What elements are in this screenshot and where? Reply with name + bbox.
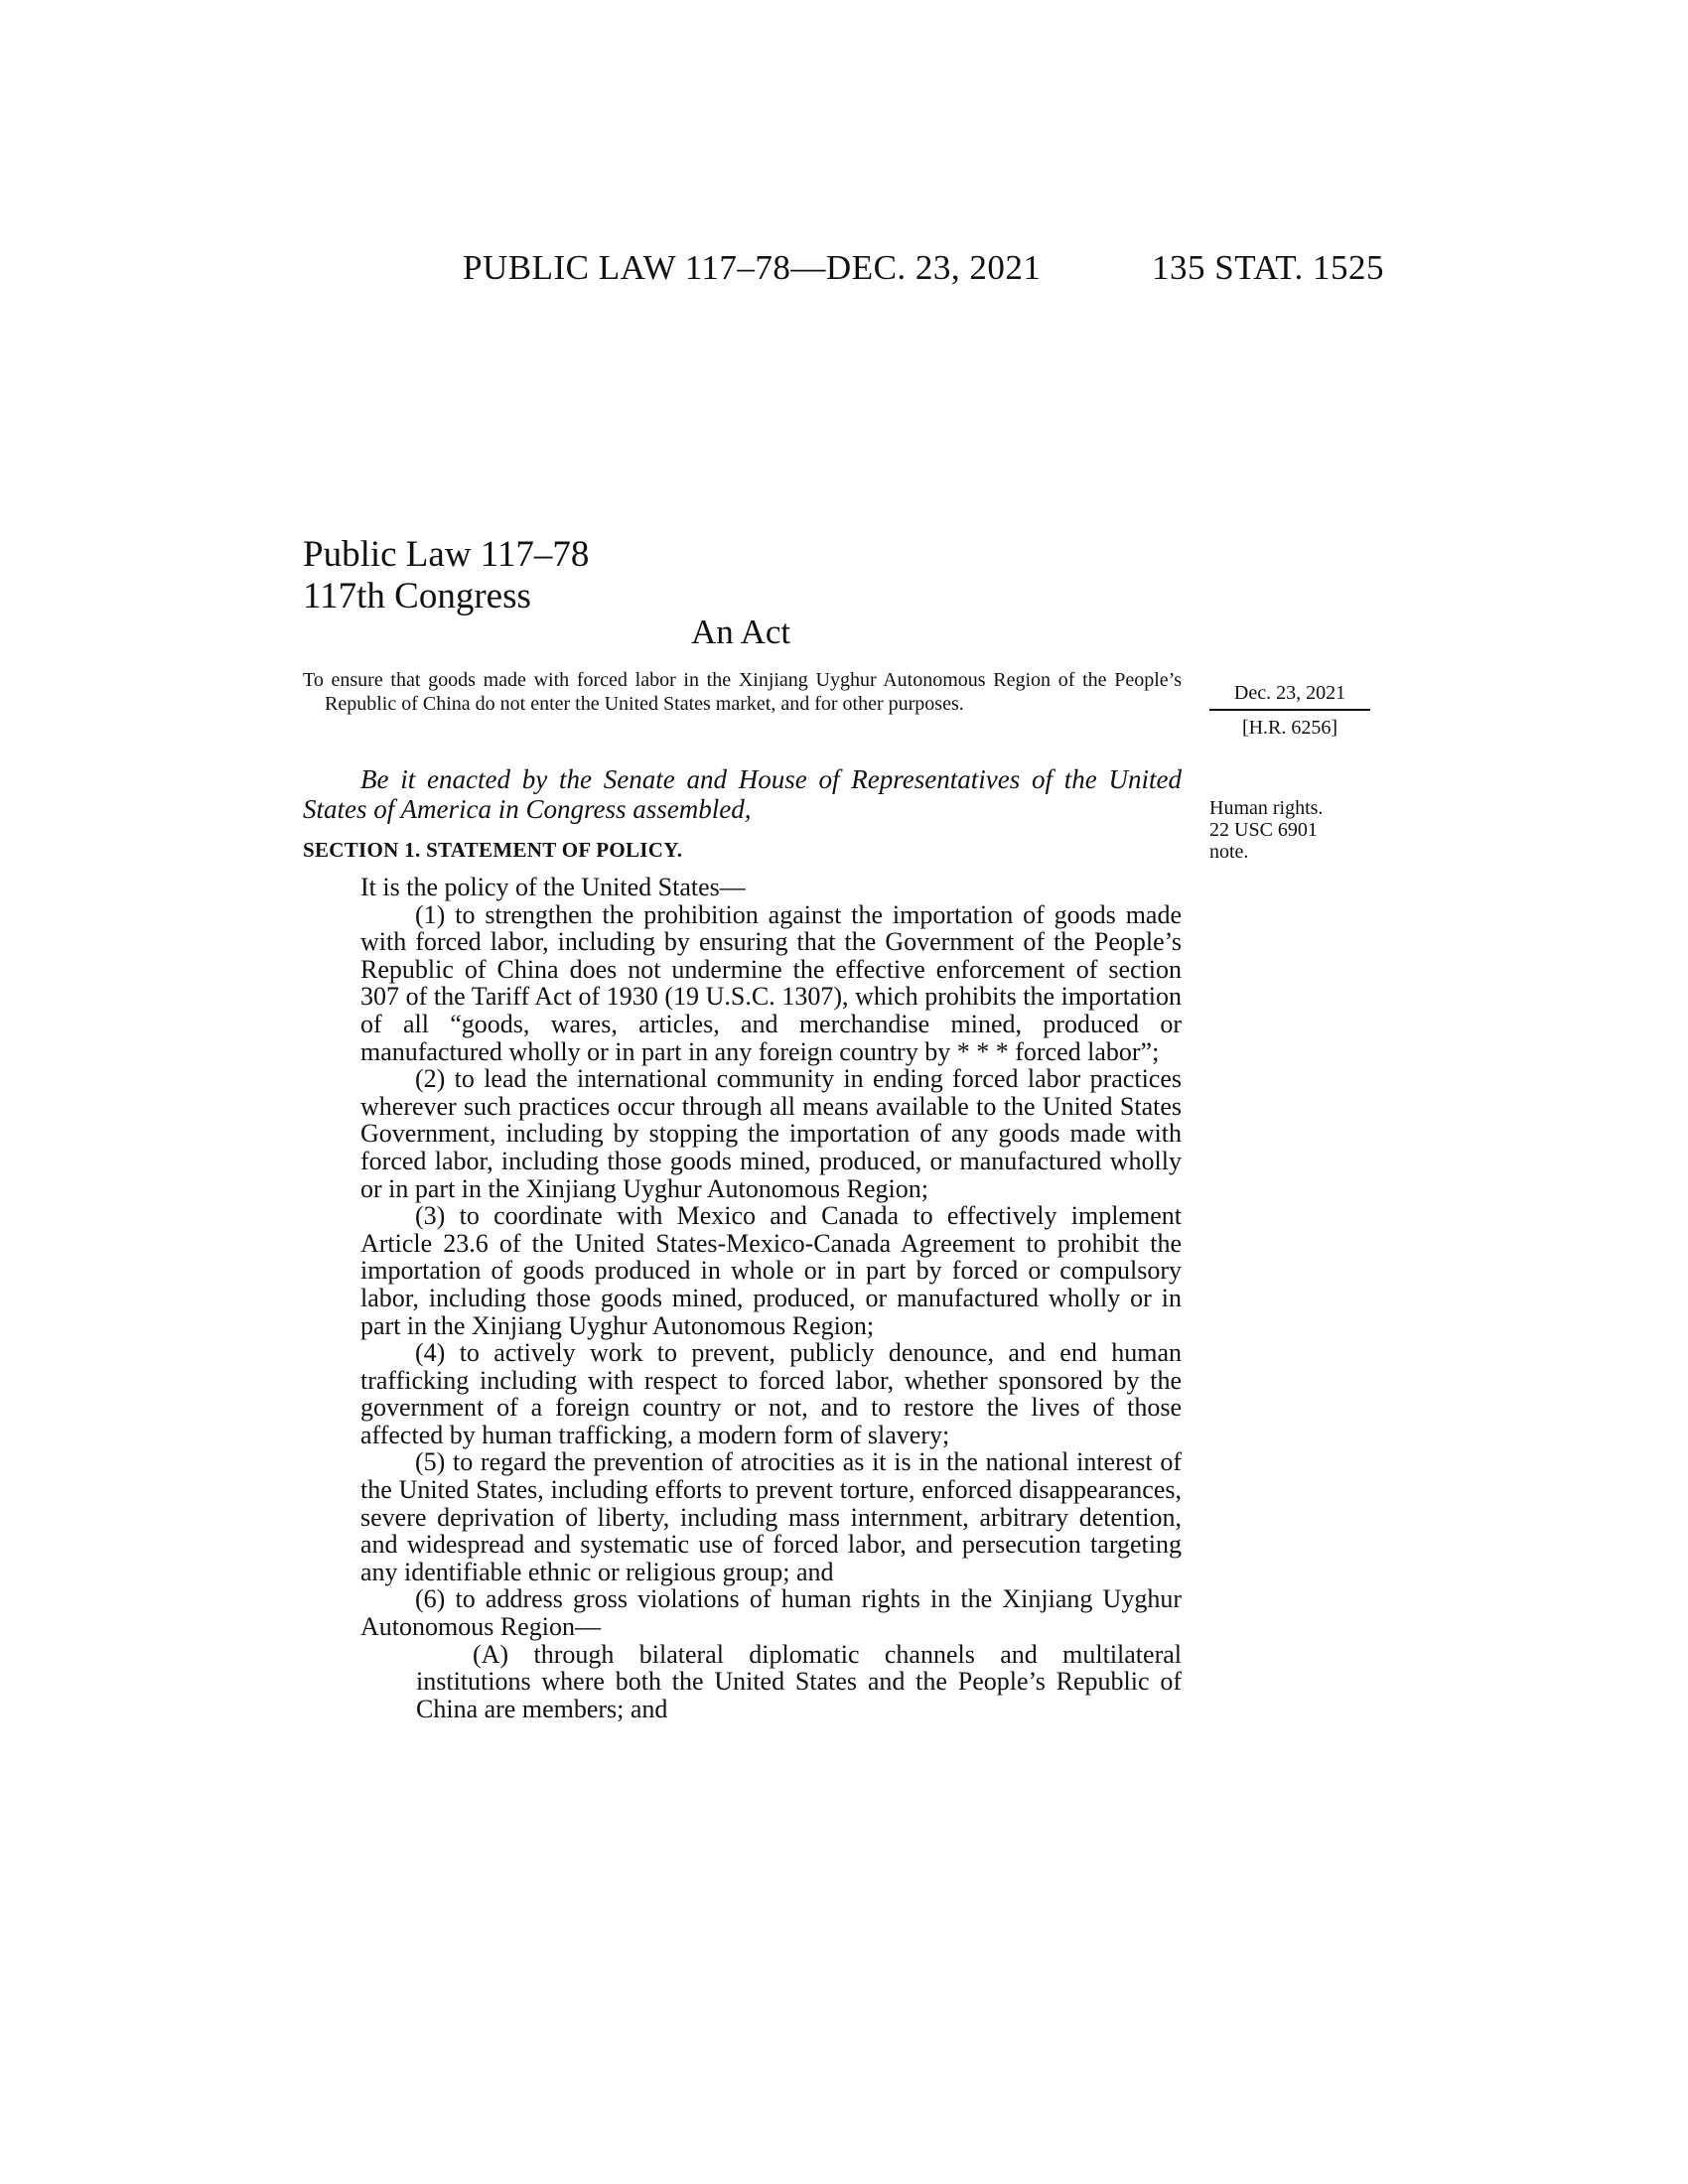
margin-note-line: 22 USC 6901 bbox=[1209, 819, 1318, 841]
policy-paragraph: (2) to lead the international community in ending forced labor practices wherever such practices occur through all means available to the United States Government, including by stopping the importation of any goods made with forced labor, including those goods mined, produced, or manufactured wholly or in part in the Xinjiang Uyghur Autonomous Region; bbox=[360, 1064, 1182, 1203]
policy-paragraph: (5) to regard the prevention of atrocities as it is in the national interest of the United States, including efforts to prevent torture, enforced disappearances, severe deprivation of liberty, including mass internment, arbitrary detention, and widespread and systematic use of forced labor, and persecution targeting any identifiable ethnic or religious group; and bbox=[360, 1447, 1182, 1586]
policy-paragraph: (1) to strengthen the prohibition against the importation of goods made with forced labor, including by ensuring that the Government of the People’s Republic of China does not undermine the effective enforcement of section 307 of the Tariff Act of 1930 (19 U.S.C. 1307), which prohibits the importation of all “goods, wares, articles, and merchandise mined, produced or manufactured wholly or in part in any foreign country by * * * forced labor”; bbox=[360, 899, 1182, 1066]
act-heading: An Act bbox=[691, 613, 791, 651]
policy-paragraph: (6) to address gross violations of human rights in the Xinjiang Uyghur Autonomous Region— bbox=[360, 1584, 1182, 1642]
margin-note-line: Human rights. bbox=[1209, 797, 1324, 819]
purpose-text: To ensure that goods made with forced labor in the Xinjiang Uyghur Autonomous Region of the People’s Republic of China do not enter the United States market, and for other purposes. bbox=[303, 669, 1182, 715]
stat-page-number: 135 STAT. 1525 bbox=[1152, 248, 1384, 287]
margin-note bbox=[1209, 797, 1378, 863]
purpose-clause bbox=[303, 668, 1182, 716]
running-head: PUBLIC LAW 117–78—DEC. 23, 2021 bbox=[463, 248, 1042, 287]
enacting-text: Be it enacted by the Senate and House of Representatives of the United States of America in Congress assembled, bbox=[303, 764, 1182, 824]
margin-bill-number: [H.R. 6256] bbox=[1241, 717, 1338, 739]
margin-note-line: note. bbox=[1209, 841, 1249, 863]
margin-date: Dec. 23, 2021 bbox=[1209, 682, 1370, 711]
public-law-number: Public Law 117–78 bbox=[303, 534, 590, 575]
section-body bbox=[303, 874, 1182, 1722]
policy-paragraph: (3) to coordinate with Mexico and Canada to effectively implement Article 23.6 of the United States-Mexico-Canada Agreement to prohibit the importation of goods produced in whole or in part by forced or compulsory labor, including those goods mined, produced, or manufactured wholly or in part in the Xinjiang Uyghur Autonomous Region; bbox=[360, 1201, 1182, 1340]
section-intro: It is the policy of the United States— bbox=[360, 873, 746, 901]
law-title-block bbox=[303, 534, 589, 617]
policy-paragraph: (4) to actively work to prevent, publicly denounce, and end human trafficking including with respect to forced labor, whether sponsored by the government of a foreign country or not, and to restore the lives of those affected by human trafficking, a modern form of slavery; bbox=[360, 1338, 1182, 1449]
congress-number: 117th Congress bbox=[303, 576, 531, 616]
policy-subparagraph: (A) through bilateral diplomatic channels and multilateral institutions where both the United States and the People’s Republic of China are members; and bbox=[416, 1639, 1182, 1723]
section-heading: SECTION 1. STATEMENT OF POLICY. bbox=[303, 838, 683, 862]
enacting-clause bbox=[303, 764, 1182, 824]
